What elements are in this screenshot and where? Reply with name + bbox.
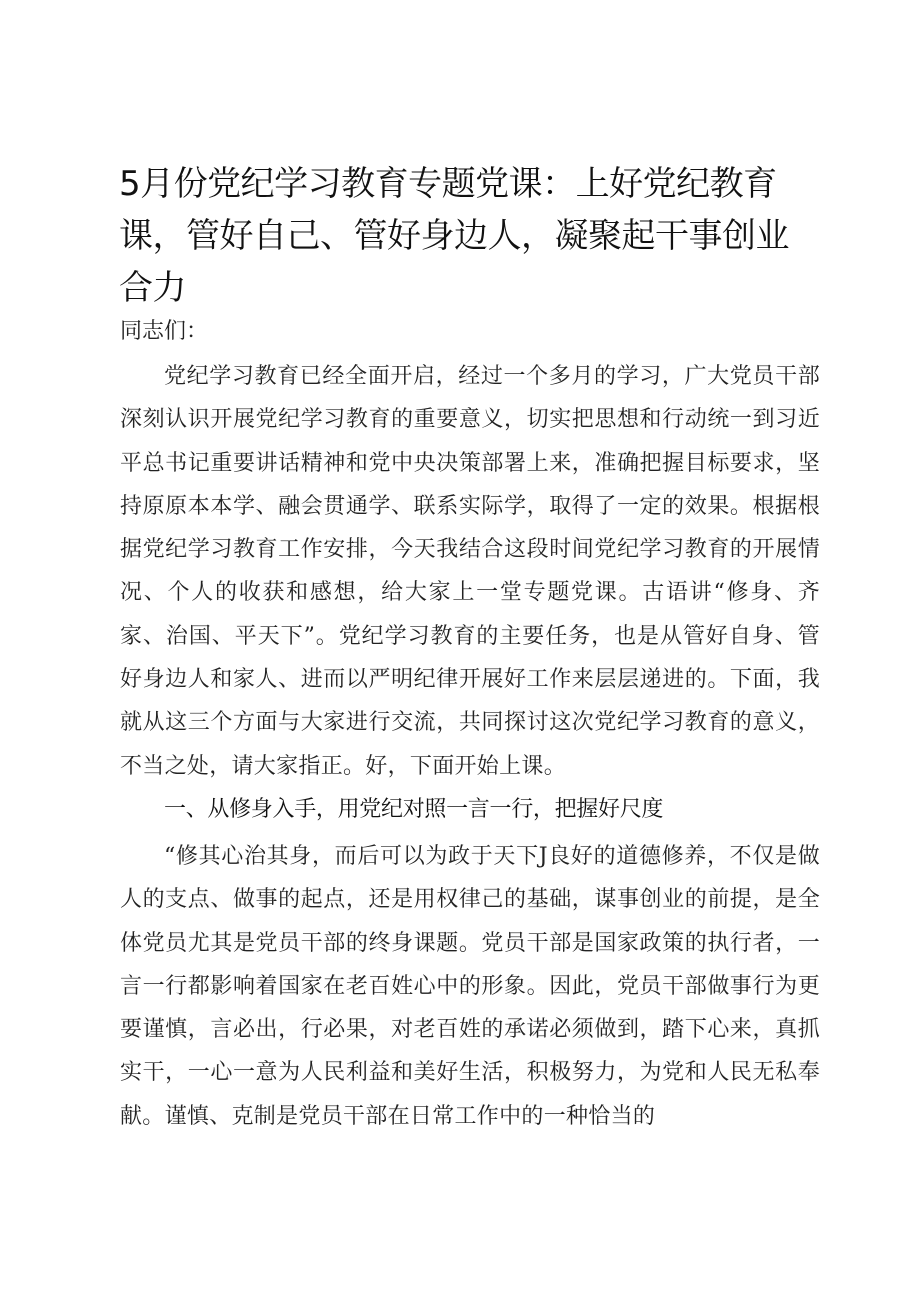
document-title: 5月份党纪学习教育专题党课：上好党纪教育课，管好自己、管好身边人，凝聚起干事创业合力 — [119, 164, 789, 308]
salutation: 同志们： — [120, 319, 209, 344]
section-heading-1: 一、从修身入手，用党纪对照一言一行，把握好尺度 — [164, 797, 664, 822]
body-paragraph-intro: 党纪学习教育已经全面开启，经过一个多月的学习，广大党员干部深刻认识开展党纪学习教育的重要意义，切实把思想和行动统一到习近平总书记重要讲话精神和党中央决策部署上来，准确把握目标要求，坚持原原本本学、融会贯通学、联系实际学，取得了一定的效果。根据根据党纪学习教育工作安排，今天我结合这段时间党纪学习教育的开展情况、个人的收获和感想，给大家上一堂专题党课。古语讲“修身、齐家、治国、平天下”。党纪学习教育的主要任务，也是从管好自身、管好身边人和家人、进而以严明纪律开展好工作来层层递进的。下面，我就从这三个方面与大家进行交流，共同探讨这次党纪学习教育的意义，不当之处，请大家指正。好，下面开始上课。 — [120, 364, 820, 779]
body-paragraph-section-1: “修其心治其身，而后可以为政于天下J良好的道德修养，不仅是做人的支点、做事的起点，还是用权律己的基础，谋事创业的前提，是全体党员尤其是党员干部的终身课题。党员干部是国家政策的执行者，一言一行都影响着国家在老百姓心中的形象。因此，党员干部做事行为更要谨慎，言必出，行必果，对老百姓的承诺必须做到，踏下心来，真抓实干，一心一意为人民利益和美好生活，积极努力，为党和人民无私奉献。谨慎、克制是党员干部在日常工作中的一种恰当的 — [120, 844, 820, 1129]
